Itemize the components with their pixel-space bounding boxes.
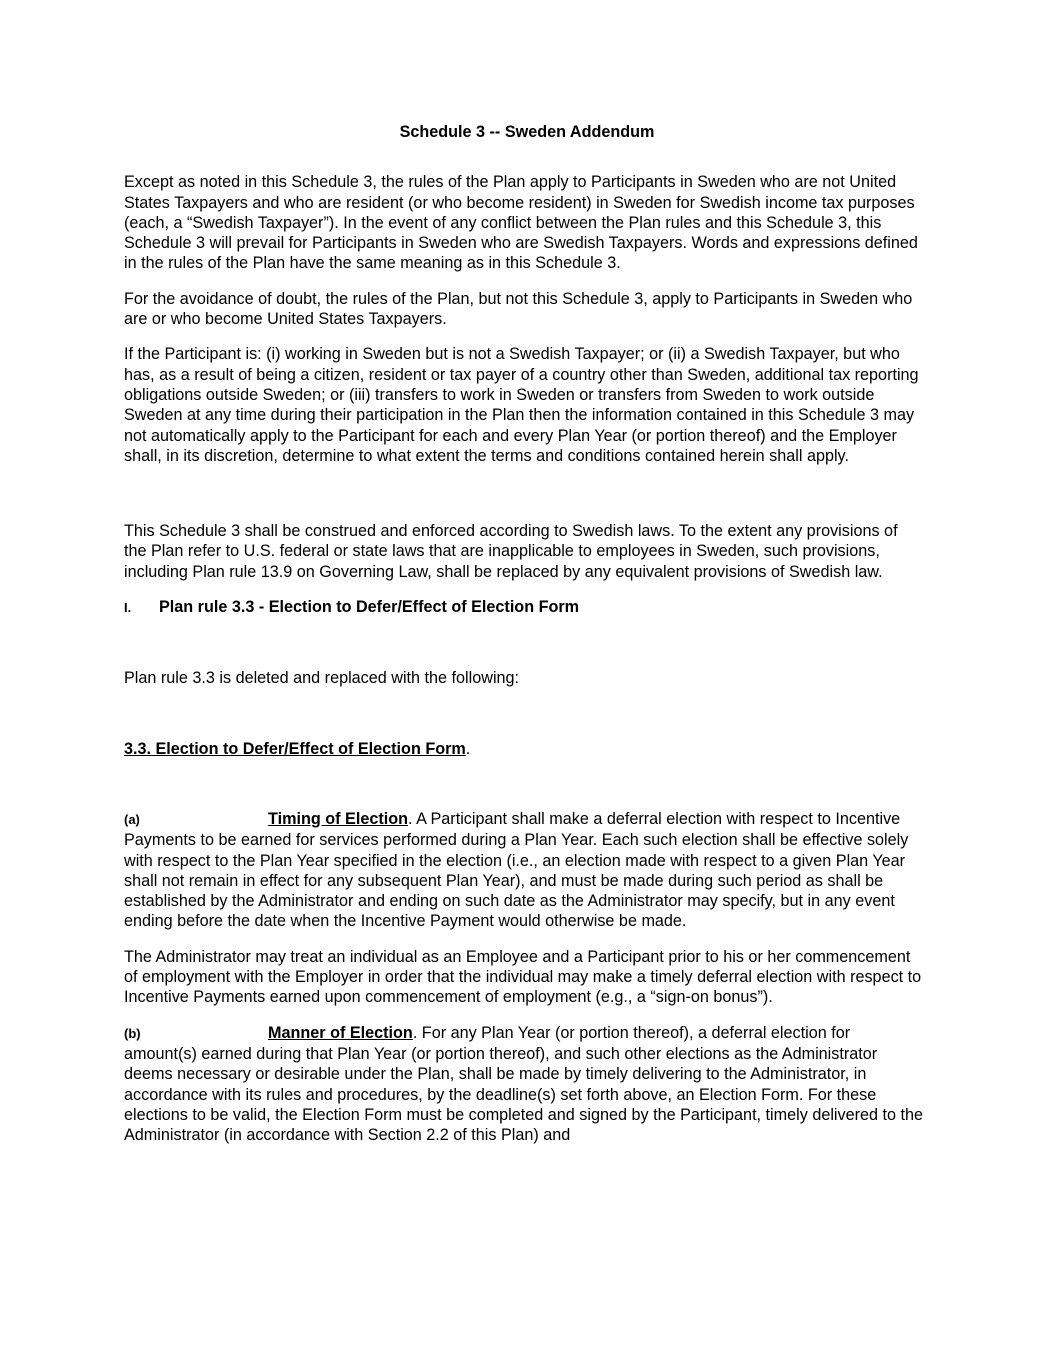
clause-a-text: . A Participant shall make a deferral election with respect to Incentive Payments to be earned for services performed during a Plan Year. Each such election shall be effective solely with respect to the Plan Year specified in the election (i.e., an election made with respect to a given Plan Year shall not remain in effect for any subsequent Plan Year), and must be made during such period as shall be established by the Administrator and ending on such date as the Administrator may specify, but in any event ending before the date when the Incentive Payment would otherwise be made. (124, 809, 909, 931)
clause-a-label: (a) (124, 811, 140, 827)
rule-subheading-suffix: . (465, 739, 471, 758)
section-heading (124, 597, 924, 618)
clause-b-text: . For any Plan Year (or portion thereof), a deferral election for amount(s) earned during that Plan Year (or portion thereof), and such other elections as the Administrator deems necessary or desirable under the Plan, shall be made by timely delivering to the Administrator, in accordance with its rules and procedures, by the deadline(s) set forth above, an Election Form. For these elections to be valid, the Election Form must be completed and signed by the Participant, timely delivered to the Administrator (in accordance with Section 2.2 of this Plan) and (124, 1023, 924, 1145)
clause-a-followup: The Administrator may treat an individual as an Employee and a Participant prior to his or her commencement of employment with the Employer in order that the individual may make a timely deferral election with respect to Incentive Payments earned upon commencement of employment (e.g., a “sign-on bonus”). (124, 947, 922, 1007)
clause-a (124, 809, 924, 932)
clause-b (124, 1023, 924, 1146)
participant-conditions-paragraph: If the Participant is: (i) working in Sweden but is not a Swedish Taxpayer; or (ii) a Swedish Taxpayer, but who has, as a result of being a citizen, resident or tax payer of a country other than Sweden, additional tax reporting obligations outside Sweden; or (iii) transfers to work in Sweden or transfers from Sweden to work outside Sweden at any time during their participation in the Plan then the information contained in this Schedule 3 may not automatically apply to the Participant for each and every Plan Year (or portion thereof) and the Employer shall, in its discretion, determine to what extent the terms and conditions contained herein shall apply. (124, 345, 919, 465)
section-number: I. (124, 600, 132, 616)
document-page (124, 122, 924, 1160)
section-heading-text: Plan rule 3.3 - Election to Defer/Effect of Election Form (159, 598, 580, 617)
intro-paragraph: Except as noted in this Schedule 3, the rules of the Plan apply to Participants in Sweden who are not United States Taxpayers and who are resident (or who become resident) in Sweden for Swedish income tax purposes (each, a “Swedish Taxpayer”). In the event of any conflict between the Plan rules and this Schedule 3, this Schedule 3 will prevail for Participants in Sweden who are Swedish Taxpayers. Words and expressions defined in the rules of the Plan have the same meaning as in this Schedule 3. (124, 173, 918, 273)
rule-subheading-text: 3.3. Election to Defer/Effect of Election Form (124, 739, 466, 758)
section-intro: Plan rule 3.3 is deleted and replaced with the following: (124, 669, 520, 688)
clause-b-label: (b) (124, 1025, 141, 1041)
clause-a-title: Timing of Election (268, 809, 408, 828)
clause-b-title: Manner of Election (268, 1023, 413, 1042)
page-title: Schedule 3 -- Sweden Addendum (399, 123, 655, 141)
avoidance-paragraph: For the avoidance of doubt, the rules of the Plan, but not this Schedule 3, apply to Participants in Sweden who are or who become United States Taxpayers. (124, 289, 913, 329)
spacer (124, 481, 924, 521)
governing-law-paragraph: This Schedule 3 shall be construed and enforced according to Swedish laws. To the extent any provisions of the Plan refer to U.S. federal or state laws that are inapplicable to employees in Sweden, such provisions, including Plan rule 13.9 on Governing Law, shall be replaced by any equivalent provisions of Swedish law. (124, 522, 898, 581)
rule-subheading (124, 739, 924, 759)
